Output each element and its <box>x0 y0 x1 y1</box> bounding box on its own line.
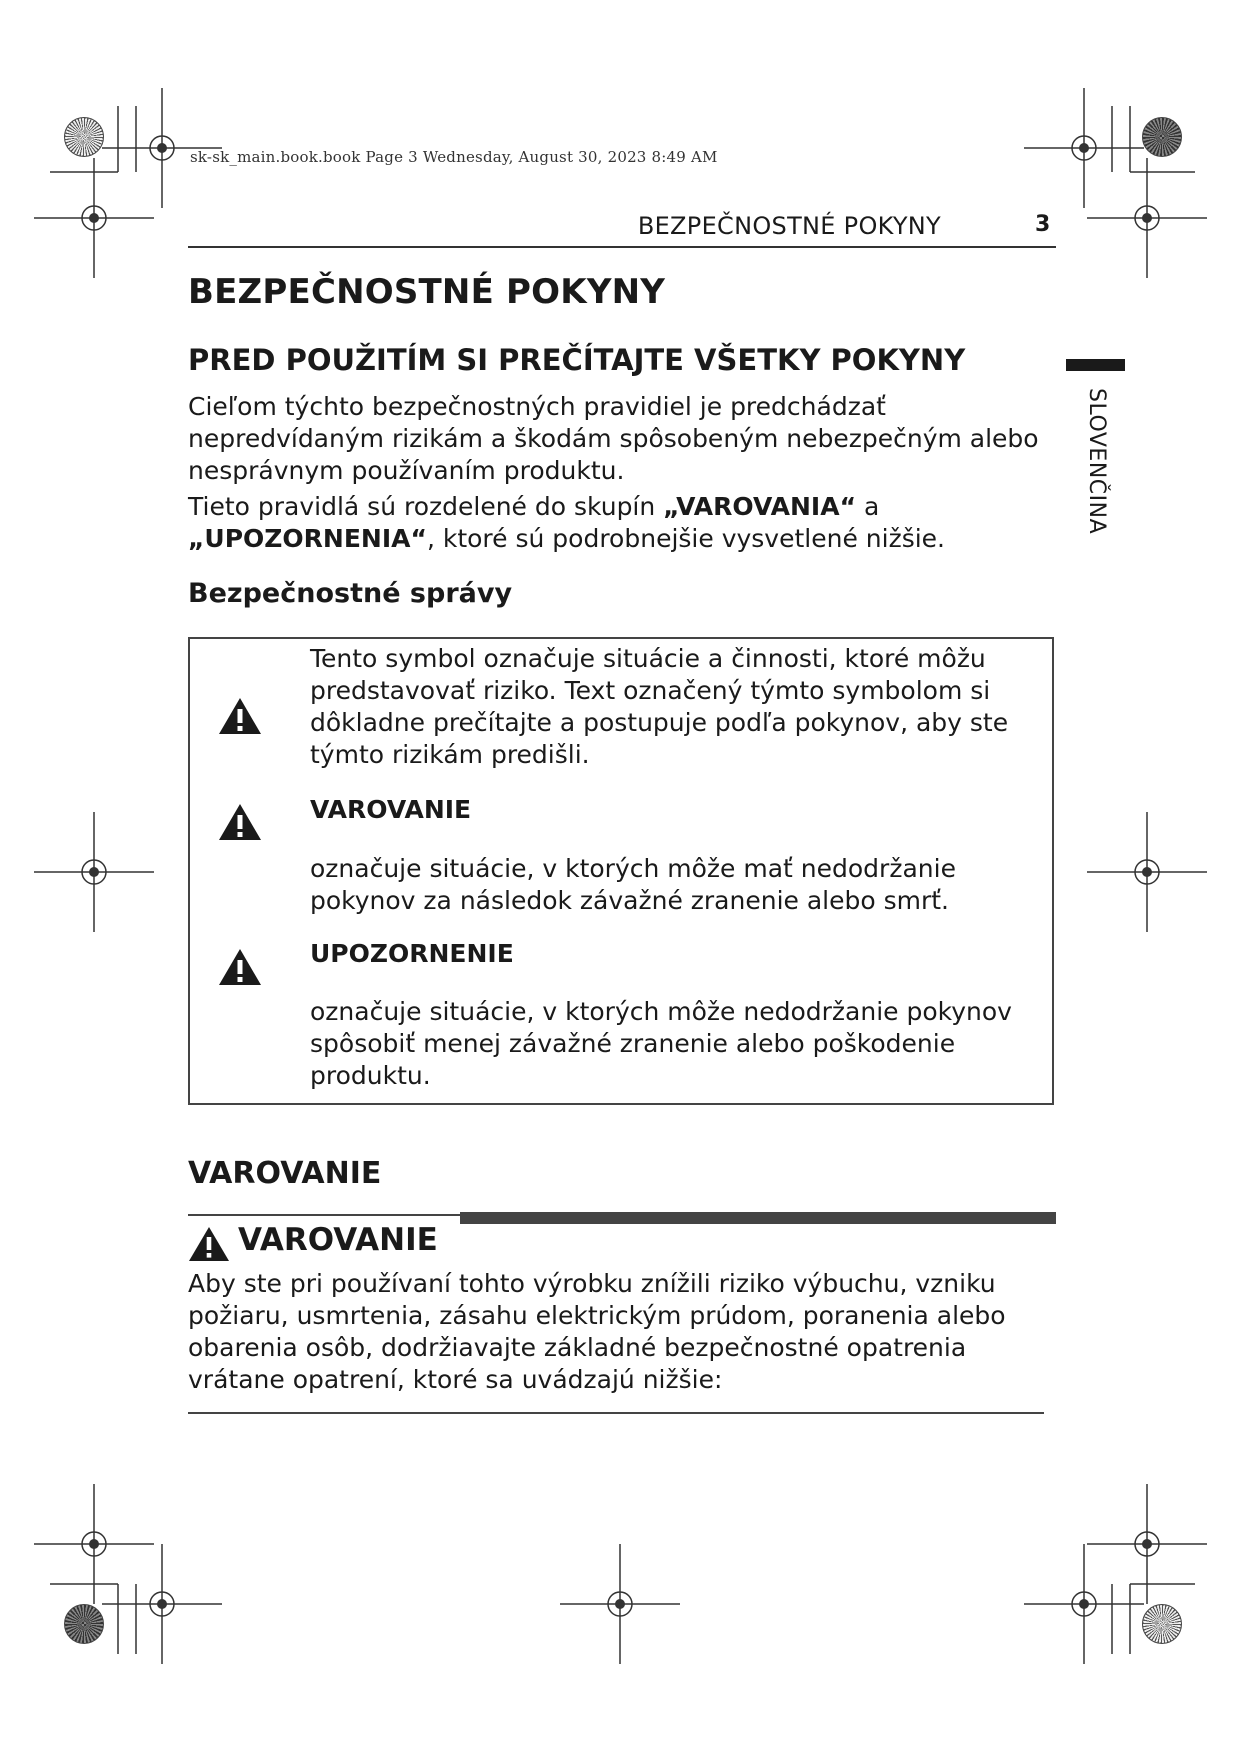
intro-text: a <box>856 492 880 521</box>
caution-label: UPOZORNENIE <box>310 939 514 968</box>
warning-triangle-icon <box>218 697 262 735</box>
warning-triangle-icon <box>188 1226 230 1262</box>
symbol-description: Tento symbol označuje situácie a činnosti, ktoré môžu predstavovať riziko. Text označený týmto symbolom si dôkladne prečítajte a postupuje podľa pokynov, aby ste týmto rizikám predišli. <box>310 644 1009 769</box>
registration-mark-icon <box>102 1544 222 1664</box>
intro-cautions-term: „UPOZORNENIA“ <box>188 524 427 553</box>
warning-block-text: Aby ste pri používaní tohto výrobku znížili riziko výbuchu, vzniku požiaru, usmrtenia, zásahu elektrickým prúdom, poranenia alebo obarenia osôb, dodržiavajte základné bezpečnostné opatrenia vrátane opatrení, ktoré sa uvádzajú nižšie: <box>188 1269 1006 1394</box>
color-rosette-icon <box>1142 117 1182 157</box>
warning-band <box>460 1212 1056 1224</box>
intro-paragraph: Cieľom týchto bezpečnostných pravidiel je predchádzať nepredvídaným rizikám a škodám spôsobeným nebezpečným alebo nesprávnym používaním produktu. <box>188 392 1039 485</box>
warning-block-title: VAROVANIE <box>238 1222 438 1258</box>
registration-mark-icon <box>34 812 154 932</box>
intro-text: Tieto pravidlá sú rozdelené do skupín <box>188 492 664 521</box>
page-title: BEZPEČNOSTNÉ POKYNY <box>188 272 666 312</box>
warning-triangle-icon <box>218 948 262 986</box>
color-rosette-icon <box>1142 1604 1182 1644</box>
caution-description: označuje situácie, v ktorých môže nedodržanie pokynov spôsobiť menej závažné zranenie alebo poškodenie produktu. <box>310 997 1012 1090</box>
running-header-title: BEZPEČNOSTNÉ POKYNY <box>637 212 941 240</box>
intro-text: , ktoré sú podrobnejšie vysvetlené nižšie. <box>426 524 945 553</box>
warning-label: VAROVANIE <box>310 795 472 824</box>
registration-mark-icon <box>1087 812 1207 932</box>
color-rosette-icon <box>64 117 104 157</box>
registration-mark-icon <box>1087 158 1207 278</box>
safety-messages-box <box>188 637 1054 1105</box>
warning-band-thin-rule <box>188 1214 460 1216</box>
header-rule <box>188 246 1056 248</box>
registration-mark-icon <box>34 158 154 278</box>
language-tab-bar <box>1066 359 1125 371</box>
registration-mark-icon <box>1024 1544 1144 1664</box>
warning-section-heading: VAROVANIE <box>188 1156 382 1191</box>
warning-triangle-icon <box>218 803 262 841</box>
intro-groups-paragraph <box>188 491 1068 555</box>
safety-messages-heading: Bezpečnostné správy <box>188 578 513 609</box>
warning-description: označuje situácie, v ktorých môže mať nedodržanie pokynov za následok závažné zranenie alebo smrť. <box>310 854 956 915</box>
intro-warnings-term: „VAROVANIA“ <box>663 492 856 521</box>
color-rosette-icon <box>64 1604 104 1644</box>
section-end-rule <box>188 1412 1044 1414</box>
language-tab-label: SLOVENČINA <box>1084 388 1109 535</box>
section-subtitle: PRED POUŽITÍM SI PREČÍTAJTE VŠETKY POKYNY <box>188 343 966 377</box>
registration-mark-icon <box>560 1544 680 1664</box>
page-number: 3 <box>1035 212 1051 237</box>
print-slug: sk-sk_main.book.book Page 3 Wednesday, August 30, 2023 8:49 AM <box>190 148 718 166</box>
